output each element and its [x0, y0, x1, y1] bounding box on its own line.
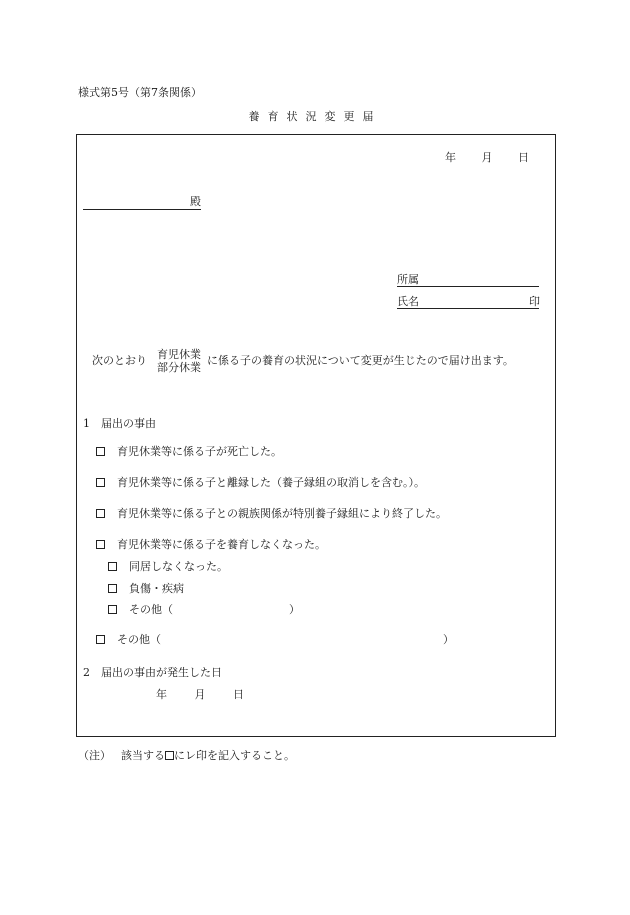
checkbox-symbol [165, 751, 174, 760]
checkbox[interactable] [96, 447, 105, 456]
sub-reason-text: 同居しなくなった。 [129, 560, 228, 573]
seal-mark: 印 [529, 295, 540, 308]
form-frame [76, 134, 556, 737]
reason-text: 育児休業等に係る子が死亡した。 [117, 445, 282, 458]
reason-text: 育児休業等に係る子を養育しなくなった。 [117, 538, 326, 551]
reason-text: 育児休業等に係る子との親族関係が特別養子縁組により終了した。 [117, 507, 447, 520]
reason-item[interactable] [96, 508, 447, 519]
addressee-suffix: 殿 [190, 195, 201, 208]
intro-text-after: に係る子の養育の状況について変更が生じたので届け出ます。 [207, 354, 514, 367]
intro-text-before: 次のとおり [92, 354, 147, 367]
reason-text: その他（ [117, 633, 161, 646]
date-month: 月 [481, 151, 493, 164]
reason-item[interactable] [96, 446, 282, 457]
affiliation-field[interactable] [397, 286, 539, 287]
reason-item-other[interactable] [96, 634, 161, 645]
note-text-before: 該当する [121, 749, 165, 762]
form-number: 様式第5号（第7条関係） [78, 86, 202, 99]
name-field[interactable] [397, 308, 539, 309]
sub-reason-item[interactable] [108, 561, 228, 572]
reason-item[interactable] [96, 539, 326, 550]
date-day: 日 [518, 151, 529, 164]
note-text-after: にレ印を記入すること。 [174, 749, 295, 762]
checkbox[interactable] [108, 584, 117, 593]
section2-label: 2 届出の事由が発生した日 [83, 666, 222, 679]
affiliation-label: 所属 [397, 273, 419, 286]
other-close: ） [443, 633, 454, 646]
note-label: （注） [78, 749, 111, 762]
leave-option-partial[interactable]: 部分休業 [157, 361, 201, 374]
sub-other-close: ） [289, 603, 300, 616]
name-label: 氏名 [397, 295, 419, 308]
checkbox[interactable] [96, 635, 105, 644]
form-title: 養育状況変更届 [248, 110, 382, 123]
occurrence-date[interactable] [156, 689, 244, 700]
sub-reason-item[interactable] [108, 583, 184, 594]
footnote [78, 750, 295, 761]
sub-reason-item[interactable] [108, 604, 173, 615]
section1-label: 1 届出の事由 [83, 417, 156, 430]
addressee-field[interactable] [83, 209, 201, 210]
checkbox[interactable] [108, 562, 117, 571]
checkbox[interactable] [108, 605, 117, 614]
leave-option-childcare[interactable]: 育児休業 [157, 348, 201, 361]
submission-date[interactable] [445, 152, 529, 163]
reason-text: 育児休業等に係る子と離縁した（養子縁組の取消しを含む。）。 [117, 476, 425, 489]
date-year: 年 [156, 688, 167, 701]
sub-reason-text: その他（ [129, 603, 173, 616]
checkbox[interactable] [96, 540, 105, 549]
sub-reason-text: 負傷・疾病 [129, 582, 184, 595]
checkbox[interactable] [96, 478, 105, 487]
date-day: 日 [233, 688, 244, 701]
reason-item[interactable] [96, 477, 425, 488]
checkbox[interactable] [96, 509, 105, 518]
leave-type-options[interactable] [157, 348, 201, 374]
date-month: 月 [194, 688, 206, 701]
date-year: 年 [445, 151, 456, 164]
